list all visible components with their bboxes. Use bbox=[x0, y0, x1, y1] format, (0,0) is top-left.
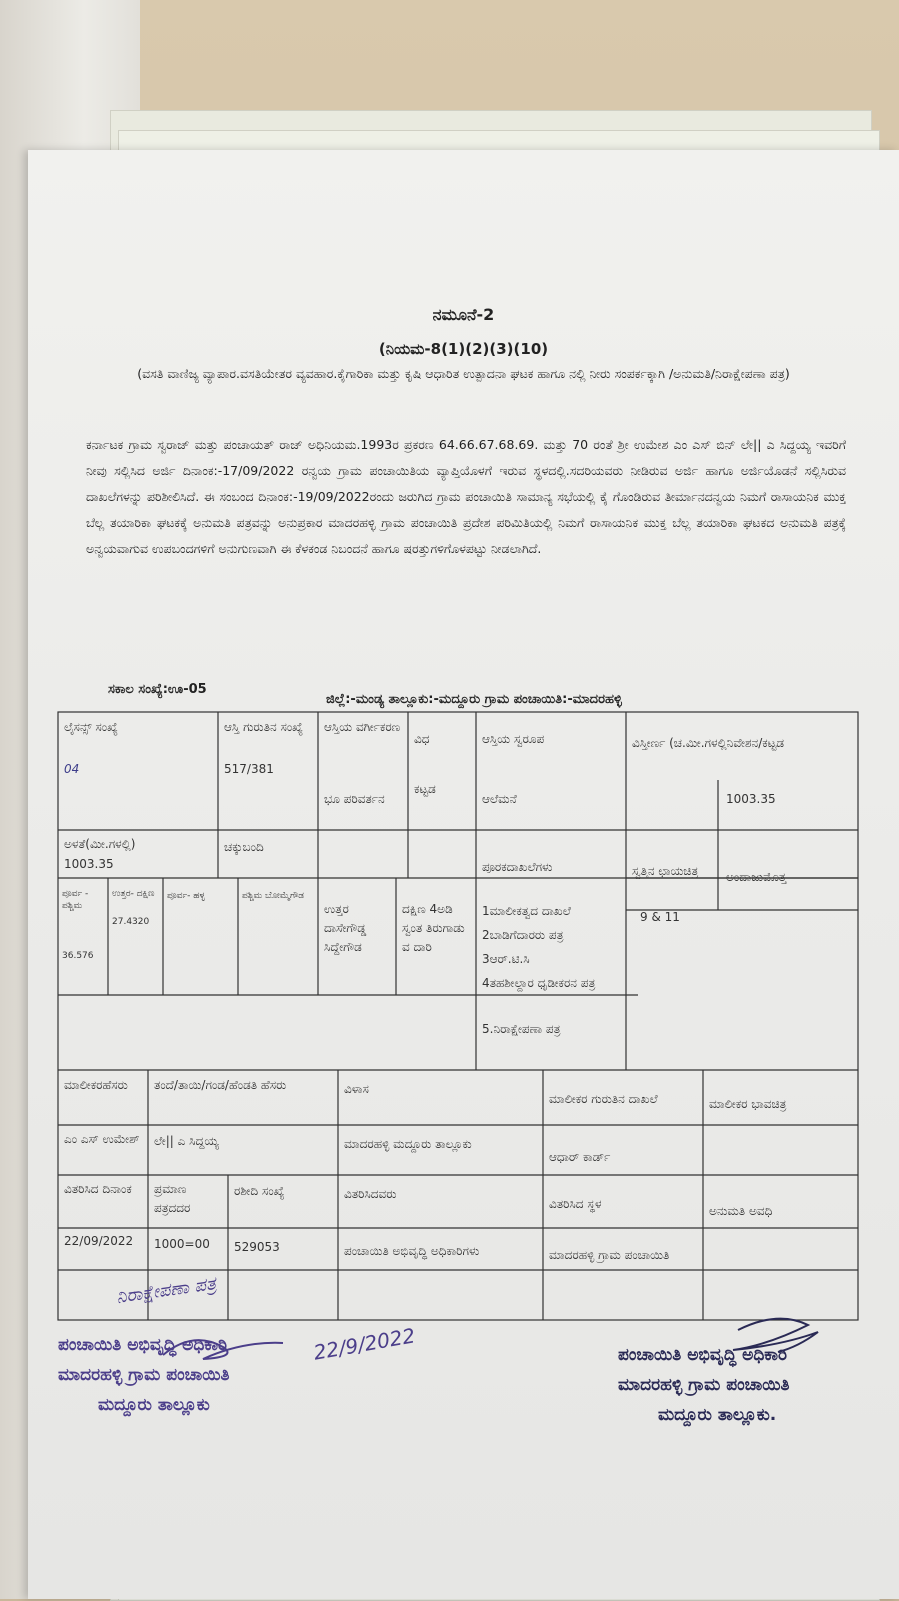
location-line: ಜಿಲ್ಲೆ:-ಮಂಡ್ಯ ತಾಲ್ಲೂಕು:-ಮದ್ದೂರು ಗ್ರಾಮ ಪಂಚಾಯಿತಿ:-ಮಾದರಹಳ್ಳಿ bbox=[326, 692, 622, 707]
seal-left bbox=[58, 1330, 230, 1420]
rule-reference: (ನಿಯಮ-8(1)(2)(3)(10) bbox=[378, 340, 549, 358]
type-header: ವಿಧ bbox=[414, 732, 430, 746]
parent-name-value: ಲೇ|| ಎ ಸಿದ್ದಯ್ಯ bbox=[154, 1134, 219, 1148]
photo-reference: 9 & 11 bbox=[640, 910, 680, 924]
owner-id-doc-value: ಆಧಾರ್ ಕಾರ್ಡ್ bbox=[549, 1150, 611, 1164]
supporting-docs-header: ಪೂರಕದಾಖಲೆಗಳು bbox=[482, 860, 553, 874]
length-value: 1003.35 bbox=[64, 857, 114, 871]
west-boundary: ಪಶ್ಚಿಮ ಬೋಮ್ಮೆಗೌಡ bbox=[242, 891, 304, 901]
length-header: ಅಳತೆ(ಮೀ.ಗಳಲ್ಲಿ) bbox=[64, 837, 136, 851]
area-value: 1003.35 bbox=[726, 792, 776, 806]
handwritten-note: ನಿರಾಕ್ಷೇಪಣಾ ಪತ್ರ bbox=[115, 1273, 218, 1308]
owner-photo-header: ಮಾಲೀಕರ ಭಾವಚಿತ್ರ bbox=[709, 1097, 787, 1111]
receipt-no-value: 529053 bbox=[234, 1240, 280, 1254]
cert-fee-header: ಪ್ರಮಾಣ ಪತ್ರದದರ bbox=[154, 1182, 191, 1215]
boundary-header: ಚಕ್ಕುಬಂದಿ bbox=[224, 840, 264, 854]
license-value: 04 bbox=[64, 762, 80, 776]
asset-nature-value: ಆಲೆಮನೆ bbox=[482, 792, 517, 806]
seal-right-line: ಪಂಚಾಯಿತಿ ಅಭಿವೃದ್ಧಿ ಅಧಿಕಾರಿ bbox=[618, 1345, 787, 1365]
asset-id-value: 517/381 bbox=[224, 762, 274, 776]
address-value: ಮಾದರಹಳ್ಳಿ ಮದ್ದೂರು ತಾಲ್ಲೂಕು bbox=[344, 1137, 472, 1151]
asset-class-header: ಆಸ್ತಿಯ ವರ್ಗೀಕರಣ bbox=[324, 720, 401, 734]
form-subtitle: (ವಸತಿ ವಾಣಿಜ್ಯ ವ್ಯಾಪಾರ.ವಸತಿಯೇತರ ವ್ಯವಹಾರ.ಕೈಗಾರಿಕಾ ಮತ್ತು ಕೃಷಿ ಆಧಾರಿತ ಉತ್ಪಾದನಾ ಘಟಕ ಹಾಗೂ ನಲ್ಲಿ ನೀರು ಸಂಪರ್ಕಕ್ಕಾಗಿ /ಅನುಮತಿ/ನಿರಾಕ್ಷೇಪಣಾ ಪತ್ರ) bbox=[137, 366, 790, 381]
doc-item: 3ಆರ್.ಟಿ.ಸಿ bbox=[482, 952, 530, 966]
asset-nature-header: ಆಸ್ತಿಯ ಸ್ವರೂಪ bbox=[482, 732, 545, 746]
cert-fee-value: 1000=00 bbox=[154, 1237, 210, 1251]
type-value: ಕಟ್ಟಡ bbox=[414, 782, 436, 796]
seal-left-line: ಪಂಚಾಯಿತಿ ಅಭಿವೃದ್ಧಿ ಅಧಿಕಾರಿ bbox=[58, 1335, 227, 1355]
asset-photo-header: ಸ್ವತ್ತಿನ ಛಾಯಚಿತ್ರ bbox=[632, 864, 699, 878]
doc-item: 4ತಹಶೀಲ್ದಾರ ಧೃಡೀಕರನ ಪತ್ರ bbox=[482, 976, 596, 990]
doc-item: 1ಮಾಲೀಕತ್ವದ ದಾಖಲೆ bbox=[482, 904, 571, 918]
body-paragraph: ಕರ್ನಾಟಕ ಗ್ರಾಮ ಸ್ವರಾಜ್ ಮತ್ತು ಪಂಚಾಯತ್ ರಾಜ್ ಅಧಿನಿಯಮ.1993ರ ಪ್ರಕರಣ 64.66.67.68.69. ಮತ್ತು 70 ರಂತೆ ಶ್ರೀ ಉಮೇಶ ಎಂ ಎಸ್ ಬಿನ್ ಲೇ|| ಎ ಸಿದ್ದಯ್ಯ ಇವರಿಗೆ ನೀವು ಸಲ್ಲಿಸಿದ ಅರ್ಜಿ ದಿನಾಂಕ:-17/09/2022 ರನ್ವಯ ಗ್ರಾಮ ಪಂಚಾಯಿತಿಯ ವ್ಯಾಪ್ತಿಯೊಳಗೆ ಇರುವ ಸ್ಥಳದಲ್ಲಿ.ಸದರಿಯವರು ನೀಡಿರುವ ಅರ್ಜಿ ಹಾಗೂ ಅರ್ಜಿಯೊಡನೆ ಸಲ್ಲಿಸಿರುವ ದಾಖಲೆಗಳನ್ನು ಪರಿಶೀಲಿಸಿದೆ. ಈ ಸಂಬಂದ ದಿನಾಂಕ:-19/09/2022ರಂದು ಜರುಗಿದ ಗ್ರಾಮ ಪಂಚಾಯಿತಿ ಸಾಮಾನ್ಯ ಸಭೆಯಲ್ಲಿ ಕೈ ಗೊಂಡಿರುವ ತೀರ್ಮಾನದನ್ವಯ ನಿಮಗೆ ರಾಸಾಯನಿಕ ಮುಕ್ತ ಬೆಲ್ಲ ತಯಾರಿಕಾ ಘಟಕಕ್ಕೆ ಅನುಮತಿ ಪತ್ರವನ್ನು ಅನುಪ್ರಕಾರ ಮಾದರಹಳ್ಳಿ ಗ್ರಾಮ ಪಂಚಾಯಿತಿ ಪ್ರದೇಶ ಪರಿಮಿತಿಯಲ್ಲಿ ನಿಮಗೆ ರಾಸಾಯನಿಕ ಮುಕ್ತ ಬೆಲ್ಲ ತಯಾರಿಕಾ ಘಟಕದ ಅನುಮತಿ ಪತ್ರಕ್ಕೆ ಅನ್ವಯವಾಗುವ ಉಪಬಂದಗಳಿಗೆ ಅನುಗುಣವಾಗಿ ಈ ಕೆಳಕಂಡ ನಿಬಂದನೆ ಹಾಗೂ ಷರತ್ತುಗಳಿಗೊಳಪಟ್ಟು ನೀಡಲಾಗಿದೆ. bbox=[86, 437, 846, 556]
doc-item: 5.ನಿರಾಕ್ಷೇಪಣಾ ಪತ್ರ bbox=[482, 1022, 561, 1036]
document-page bbox=[28, 150, 899, 1599]
address-header: ವಿಳಾಸ bbox=[344, 1082, 369, 1096]
east-west-value: 36.576 bbox=[62, 951, 94, 961]
estimate-header: ಅಂದಾಜುಮೊತ್ತ bbox=[726, 870, 787, 884]
owner-name-value: ಎಂ ಎಸ್ ಉಮೇಶ್ bbox=[64, 1132, 140, 1146]
north-south-value: 27.4320 bbox=[112, 917, 150, 927]
seal-right bbox=[618, 1340, 790, 1430]
seal-left-line: ಮಾದರಹಳ್ಳಿ ಗ್ರಾಮ ಪಂಚಾಯಿತಿ bbox=[58, 1365, 230, 1385]
issue-place-header: ವಿತರಿಸಿದ ಸ್ಥಳ bbox=[549, 1197, 602, 1211]
form-title: ನಮೂನೆ-2 bbox=[432, 305, 495, 324]
owner-id-doc-header: ಮಾಲೀಕರ ಗುರುತಿನ ದಾಖಲೆ bbox=[549, 1092, 658, 1106]
issue-date-header: ವಿತರಿಸಿದ ದಿನಾಂಕ bbox=[64, 1182, 132, 1196]
seal-right-line: ಮಾದರಹಳ್ಳಿ ಗ್ರಾಮ ಪಂಚಾಯಿತಿ bbox=[618, 1375, 790, 1395]
doc-item: 2ಬಾಡಿಗೆದಾರರು ಪತ್ರ bbox=[482, 928, 564, 942]
east-west-header: ಪೂರ್ವ - ಪಶ್ಚಿಮ bbox=[62, 889, 89, 911]
issue-date-value: 22/09/2022 bbox=[64, 1234, 134, 1248]
area-header: ವಿಸ್ತೀರ್ಣ (ಚ.ಮೀ.ಗಳಲ್ಲಿನಿವೇಶನ/ಕಟ್ಟಡ bbox=[632, 736, 784, 750]
receipt-no-header: ರಶೀದಿ ಸಂಖ್ಯೆ bbox=[234, 1184, 285, 1198]
seal-left-line: ಮದ್ದೂರು ತಾಲ್ಲೂಕು bbox=[98, 1395, 210, 1415]
issued-by-header: ವಿತರಿಸಿದವರು bbox=[344, 1187, 397, 1201]
south-boundary: ದಕ್ಷಿಣ 4ಅಡಿ ಸ್ವಂತ ತಿರುಗಾಡು ವ ದಾರಿ bbox=[402, 902, 465, 954]
north-boundary: ಉತ್ತರ ದಾಸೇಗೌಡ್ಡ ಸಿದ್ದೇಗೌಡ bbox=[324, 902, 367, 954]
license-header: ಲೈಸನ್ಸ್ ಸಂಖ್ಯೆ bbox=[64, 720, 118, 734]
asset-id-header: ಆಸ್ತಿ ಗುರುತಿನ ಸಂಖ್ಯೆ bbox=[224, 720, 304, 734]
parent-name-header: ತಂದೆ/ತಾಯಿ/ಗಂಡ/ಹೆಂಡತಿ ಹೆಸರು bbox=[154, 1078, 287, 1092]
owner-name-header: ಮಾಲೀಕರಹೆಸರು bbox=[64, 1078, 128, 1092]
issue-place-value: ಮಾದರಹಳ್ಳಿ ಗ್ರಾಮ ಪಂಚಾಯಿತಿ bbox=[549, 1248, 670, 1262]
asset-class-value: ಭೂ ಪರಿವರ್ತನ bbox=[324, 792, 385, 806]
sakala-number: ಸಕಾಲ ಸಂಖ್ಯೆ:ಊ-05 bbox=[108, 682, 207, 697]
seal-right-line: ಮದ್ದೂರು ತಾಲ್ಲೂಕು. bbox=[658, 1405, 777, 1425]
handwritten-date: 22/9/2022 bbox=[311, 1323, 417, 1365]
validity-header: ಅನುಮತಿ ಅವಧಿ bbox=[709, 1204, 773, 1218]
east-boundary: ಪೂರ್ವ- ಹಳ್ಳ bbox=[167, 891, 205, 901]
issued-by-value: ಪಂಚಾಯಿತಿ ಅಭಿವೃದ್ಧಿ ಅಧಿಕಾರಿಗಳು bbox=[344, 1244, 480, 1258]
north-south-header: ಉತ್ತರ- ದಕ್ಷಿಣ bbox=[112, 889, 155, 899]
